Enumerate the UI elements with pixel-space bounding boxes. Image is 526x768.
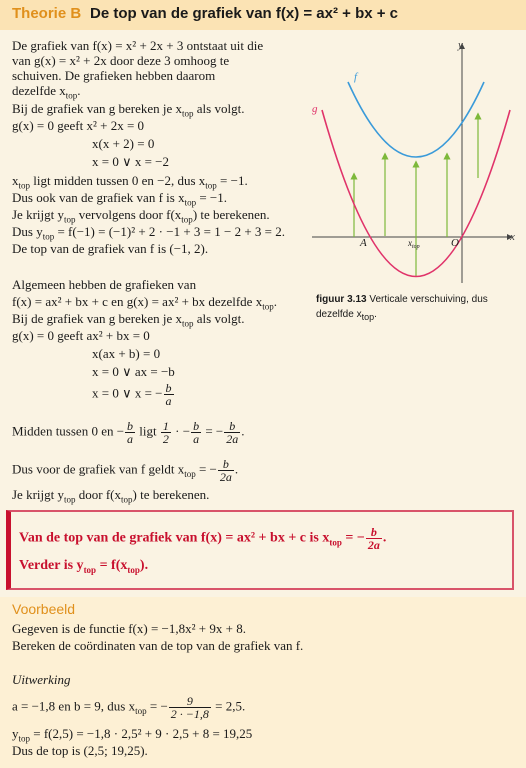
origin-label: O xyxy=(451,237,459,249)
general-line-9: Dus voor de grafiek van f geldt $x_{top}$ = − $\frac{b}{2a}$ . xyxy=(12,457,239,484)
intro-line-10: Dus ook van de grafiek van f is $x_{top} = -1$. xyxy=(12,190,228,208)
point-a-label: A xyxy=(360,237,367,249)
intro-line-1: De grafiek van f(x) = x² + 2x + 3 ontstaat uit die xyxy=(12,38,264,53)
intro-line-11: Je krijgt $y_{top}$ vervolgens door $f(x_{top})$ te berekenen. xyxy=(12,207,270,225)
figure-caption: figuur 3.13 Verticale verschuiving, dus dezelfde $x_{top}$. xyxy=(316,294,488,322)
section-title: De top van de grafiek van f(x) = ax² + bx + c xyxy=(90,5,399,22)
example-line-4: $y_{top} = f(2,5) = -1,8 \cdot 2,5^2 + 9 \cdot 2,5 + 8 = 19,25$ xyxy=(12,726,253,744)
solution-heading: Uitwerking xyxy=(12,672,71,687)
intro-line-9: $x_{top}$ ligt midden tussen 0 en −2, dus $x_{top} = -1$. xyxy=(12,173,248,191)
f-label: f xyxy=(354,71,358,83)
general-line-8: Midden tussen 0 en − $\frac{b}{a}$ ligt $\frac{1}{2}$ · − $\frac{b}{a}$ = − $\frac{b}{2a}$ . xyxy=(12,419,245,446)
rule-line-1: Van de top van de grafiek van f(x) = ax² + bx + c is $x_{top}$ = − $\frac{b}{2a}$ . xyxy=(19,525,387,552)
intro-line-13: De top van de grafiek van f is (−1, 2). xyxy=(12,241,209,256)
general-line-3: Bij de grafiek van g bereken je $x_{top}$ als volgt. xyxy=(12,311,245,329)
xtop-label: $x_{top}$ xyxy=(408,238,420,250)
y-axis-label: y xyxy=(458,39,463,51)
example-line-2: Bereken de coördinaten van de top van de grafiek van f. xyxy=(12,638,304,653)
intro-line-6: g(x) = 0 geeft x² + 2x = 0 xyxy=(12,118,145,133)
section-tag: Theorie B xyxy=(12,5,82,22)
example-line-1: Gegeven is de functie f(x) = −1,8x² + 9x + 8. xyxy=(12,621,246,636)
general-line-4: g(x) = 0 geeft ax² + bx = 0 xyxy=(12,328,150,343)
general-line-10: Je krijgt $y_{top}$ door $f(x_{top})$ te berekenen. xyxy=(12,487,210,505)
intro-line-5: Bij de grafiek van g bereken je $x_{top}$ als volgt. xyxy=(12,101,245,119)
intro-line-4: dezelfde $x_{top}$. xyxy=(12,83,81,101)
g-label: g xyxy=(312,103,318,115)
intro-line-2: van g(x) = x² + 2x door deze 3 omhoog te xyxy=(12,53,230,68)
section-header xyxy=(0,0,526,30)
parabola-graph xyxy=(312,38,518,286)
example-line-3: a = −1,8 en b = 9, dus $x_{top}$ = − $\frac{9}{2 \cdot -1,8}$ = 2,5. xyxy=(12,694,246,721)
f-curve xyxy=(348,82,484,157)
x-axis-label: x xyxy=(510,231,515,243)
example-section xyxy=(0,597,526,768)
general-line-5: x(ax + b) = 0 xyxy=(92,346,161,361)
intro-line-3: schuiven. De grafieken hebben daarom xyxy=(12,68,216,83)
general-line-2: f(x) = ax² + bx + c en g(x) = ax² + bx dezelfde $x_{top}$. xyxy=(12,294,277,312)
intro-line-12: Dus $y_{top} = f(-1) = (-1)^2 + 2 \cdot -1 + 3 = 1 - 2 + 3 = 2$. xyxy=(12,224,285,242)
rule-box xyxy=(6,510,514,590)
example-title: Voorbeeld xyxy=(12,601,76,617)
general-line-7: x = 0 ∨ x = − $\frac{b}{a}$ xyxy=(92,381,172,408)
general-line-1: Algemeen hebben de grafieken van xyxy=(12,277,197,292)
rule-line-2: Verder is $y_{top} = f(x_{top})$. xyxy=(19,558,149,575)
intro-line-7: x(x + 2) = 0 xyxy=(92,136,155,151)
general-line-6: x = 0 ∨ ax = −b xyxy=(92,364,175,379)
intro-line-8: x = 0 ∨ x = −2 xyxy=(92,154,170,169)
example-line-5: Dus de top is (2,5; 19,25). xyxy=(12,743,148,758)
